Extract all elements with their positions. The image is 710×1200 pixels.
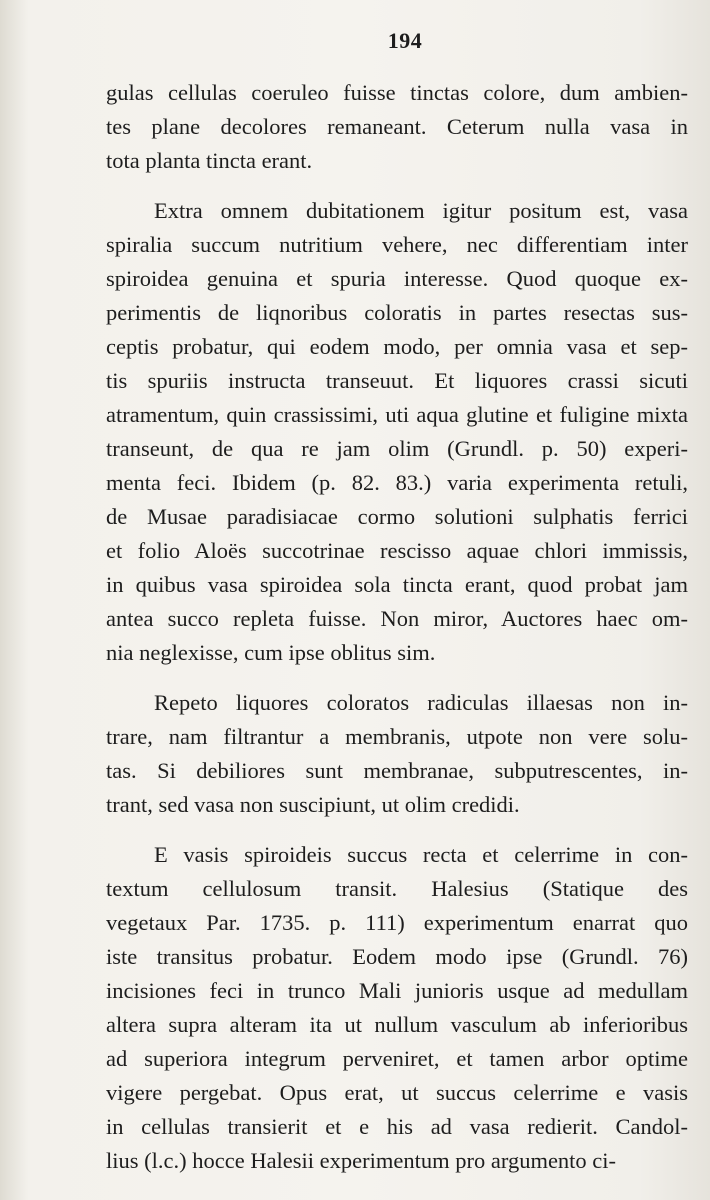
text-line: atramentum, quin crassissimi, uti aqua glutine et fuligine mixta: [106, 402, 688, 427]
text-line: tas. Si debiliores sunt membranae, subputrescentes, in-: [106, 758, 688, 783]
text-line: perimentis de liqnoribus coloratis in partes resectas sus-: [106, 300, 688, 325]
body-text: [106, 76, 688, 1178]
text-line: et folio Aloës succotrinae rescisso aquae chlori immissis,: [106, 538, 688, 563]
text-line: Repeto liquores coloratos radiculas illaesas non in-: [154, 690, 688, 715]
text-line: in quibus vasa spiroidea sola tincta erant, quod probat jam: [106, 572, 688, 597]
paragraph: [106, 194, 688, 670]
text-line: E vasis spiroideis succus recta et celerrime in con-: [154, 842, 688, 867]
paragraph-gap: [106, 822, 688, 838]
text-line: nia neglexisse, cum ipse oblitus sim.: [106, 640, 436, 665]
text-line: tota planta tincta erant.: [106, 148, 313, 173]
text-line: incisiones feci in trunco Mali junioris usque ad medullam: [106, 978, 688, 1003]
text-line: trant, sed vasa non suscipiunt, ut olim credidi.: [106, 792, 520, 817]
paragraph: [106, 838, 688, 1178]
text-line: ad superiora integrum perveniret, et tamen arbor optime: [106, 1046, 688, 1071]
text-line: transeunt, de qua re jam olim (Grundl. p. 50) experi-: [106, 436, 688, 461]
text-line: tes plane decolores remaneant. Ceterum nulla vasa in: [106, 114, 688, 139]
paragraph-gap: [106, 178, 688, 194]
text-line: spiroidea genuina et spuria interesse. Quod quoque ex-: [106, 266, 688, 291]
text-line: antea succo repleta fuisse. Non miror, Auctores haec om-: [106, 606, 688, 631]
text-line: Extra omnem dubitationem igitur positum est, vasa: [154, 198, 688, 223]
paragraph-gap: [106, 670, 688, 686]
text-line: trare, nam filtrantur a membranis, utpote non vere solu-: [106, 724, 688, 749]
text-line: spiralia succum nutritium vehere, nec differentiam inter: [106, 232, 688, 257]
text-line: vegetaux Par. 1735. p. 111) experimentum enarrat quo: [106, 910, 688, 935]
text-line: vigere pergebat. Opus erat, ut succus celerrime e vasis: [106, 1080, 688, 1105]
text-line: de Musae paradisiacae cormo solutioni sulphatis ferrici: [106, 504, 688, 529]
text-line: iste transitus probatur. Eodem modo ipse (Grundl. 76): [106, 944, 688, 969]
text-line: in cellulas transierit et e his ad vasa redierit. Candol-: [106, 1114, 688, 1139]
paragraph: [106, 686, 688, 822]
text-line: altera supra alteram ita ut nullum vasculum ab inferioribus: [106, 1012, 688, 1037]
text-line: textum cellulosum transit. Halesius (Statique des: [106, 876, 688, 901]
text-line: tis spuriis instructa transeuut. Et liquores crassi sicuti: [106, 368, 688, 393]
page-number: 194: [387, 28, 423, 53]
text-line: menta feci. Ibidem (p. 82. 83.) varia experimenta retuli,: [106, 470, 688, 495]
paragraph: [106, 76, 688, 178]
text-line: gulas cellulas coeruleo fuisse tinctas colore, dum ambien-: [106, 80, 688, 105]
text-line: ceptis probatur, qui eodem modo, per omnia vasa et sep-: [106, 334, 688, 359]
text-line: lius (l.c.) hocce Halesii experimentum pro argumento ci-: [106, 1148, 617, 1173]
